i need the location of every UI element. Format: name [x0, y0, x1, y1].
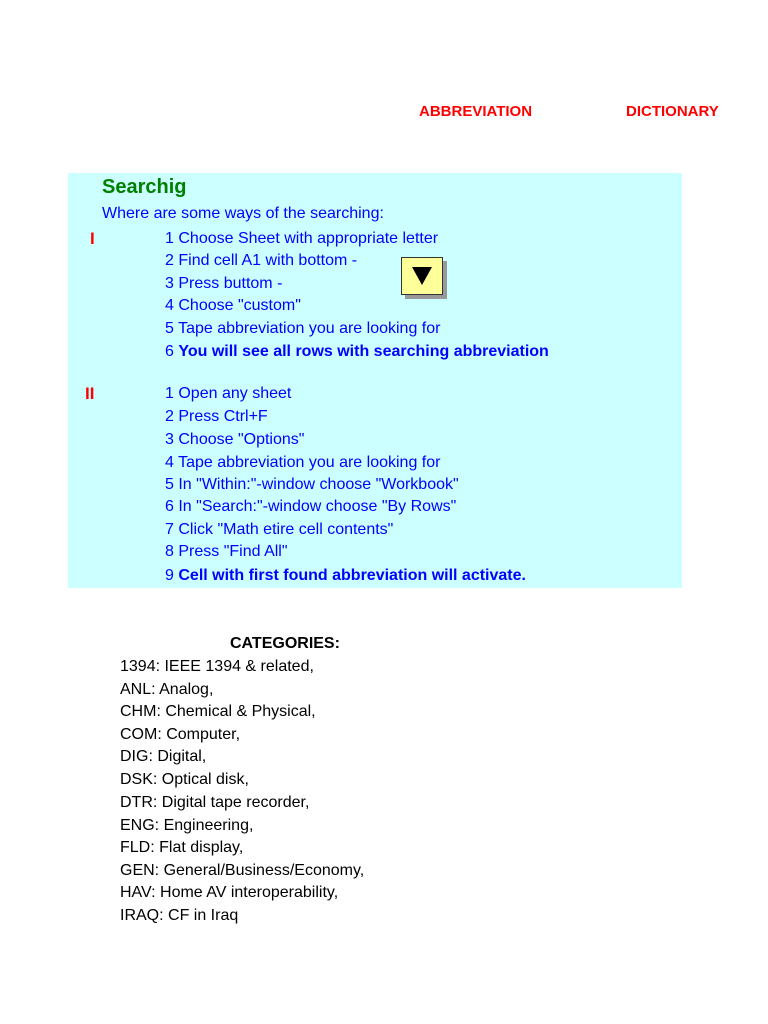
category-item: CHM: Chemical & Physical, [120, 703, 316, 720]
category-item: ENG: Engineering, [120, 817, 254, 834]
category-item: DSK: Optical disk, [120, 771, 249, 788]
categories-title: CATEGORIES: [230, 635, 340, 652]
header-dictionary: DICTIONARY [626, 103, 719, 120]
category-item: IRAQ: CF in Iraq [120, 907, 239, 924]
search-intro: Where are some ways of the searching: [102, 205, 384, 222]
method2-step-6: 6 In "Search:"-window choose "By Rows" [165, 498, 457, 515]
search-title: Searchig [102, 176, 187, 198]
method2-step-8: 8 Press "Find All" [165, 543, 288, 560]
filter-dropdown-button[interactable] [401, 257, 443, 295]
category-item: COM: Computer, [120, 726, 241, 743]
category-item: DIG: Digital, [120, 748, 207, 765]
method2-step-5: 5 In "Within:"-window choose "Workbook" [165, 476, 459, 493]
down-triangle-icon [411, 266, 433, 286]
category-item: HAV: Home AV interoperability, [120, 884, 339, 901]
category-item: FLD: Flat display, [120, 839, 244, 856]
header-abbreviation: ABBREVIATION [419, 103, 533, 120]
method2-step-3: 3 Choose "Options" [165, 431, 305, 448]
method1-step-3: 3 Press buttom - [165, 275, 283, 292]
category-item: GEN: General/Business/Economy, [120, 862, 365, 879]
category-item: 1394: IEEE 1394 & related, [120, 658, 314, 675]
category-item: DTR: Digital tape recorder, [120, 794, 310, 811]
method2-step-1: 1 Open any sheet [165, 385, 292, 402]
method1-step-4: 4 Choose "custom" [165, 297, 301, 314]
method1-step-5: 5 Tape abbreviation you are looking for [165, 320, 441, 337]
method1-step-6: 6 You will see all rows with searching abbreviation [165, 343, 549, 360]
method-one-label: I [90, 229, 95, 248]
method-two-label: II [85, 384, 95, 403]
method2-step-9: 9 Cell with first found abbreviation will activate. [165, 567, 526, 584]
method2-step-2: 2 Press Ctrl+F [165, 408, 268, 425]
method1-step-1: 1 Choose Sheet with appropriate letter [165, 230, 439, 247]
method2-step-4: 4 Tape abbreviation you are looking for [165, 454, 441, 471]
category-item: ANL: Analog, [120, 681, 214, 698]
method1-step-2: 2 Find cell A1 with bottom - [165, 252, 358, 269]
method2-step-7: 7 Click "Math etire cell contents" [165, 521, 394, 538]
